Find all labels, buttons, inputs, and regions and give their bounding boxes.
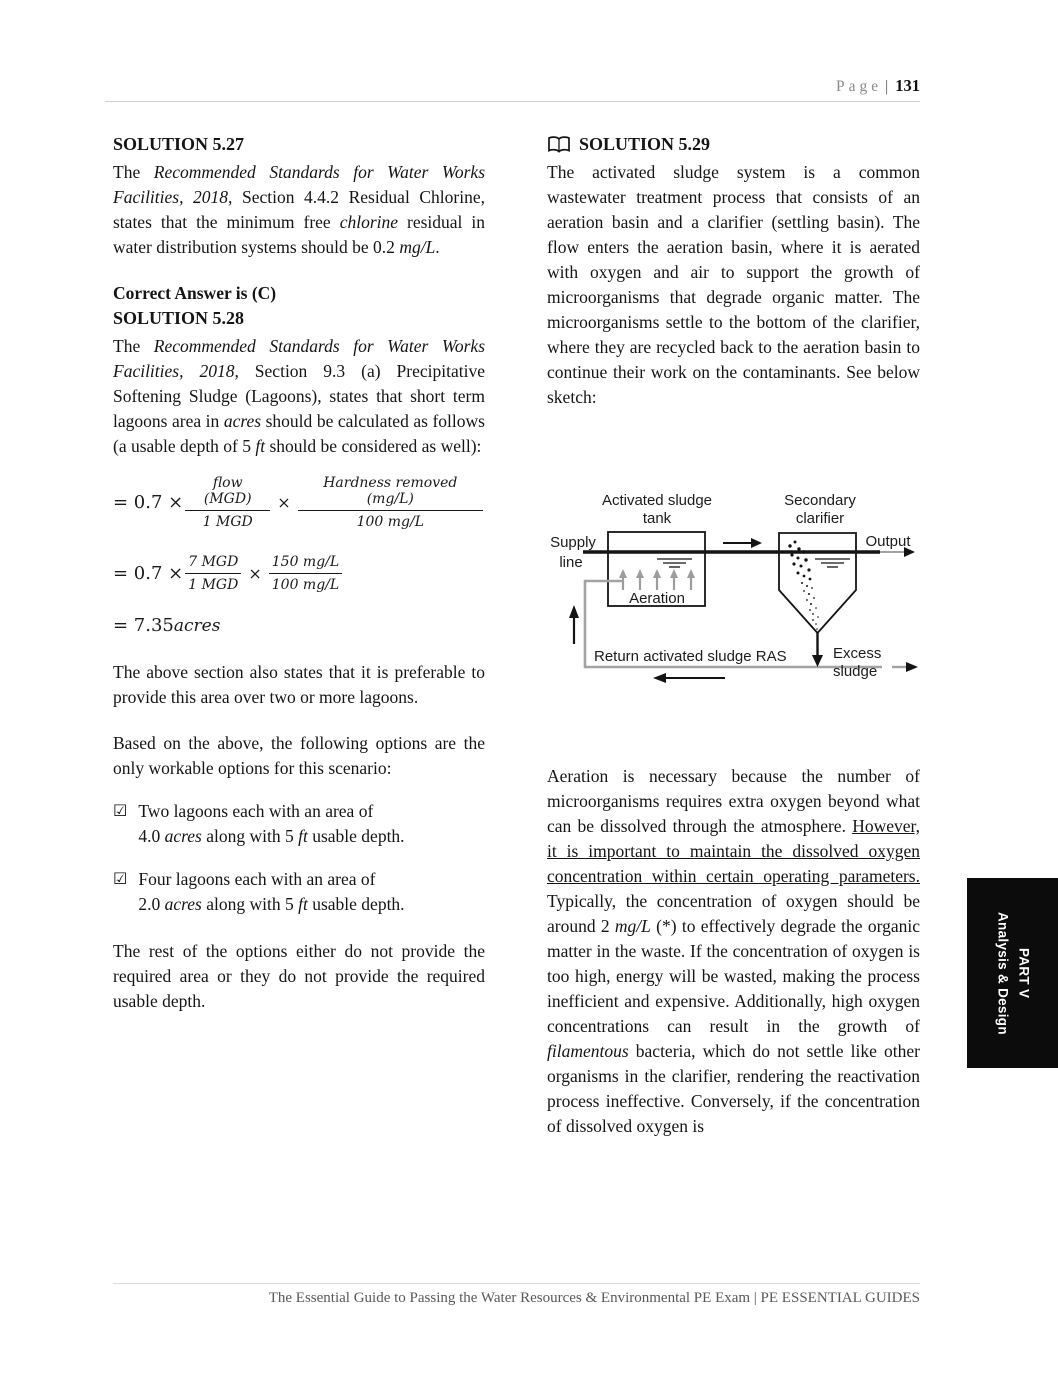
option-line: Two lagoons each with an area of <box>138 801 374 821</box>
fraction-hardness-value <box>269 554 342 593</box>
solution-527-paragraph: The Recommended Standards for Water Works Facilities, 2018, Section 4.4.2 Residual Chlorine, states that the minimum free chlorine residual in water distribution systems should be 0.2 mg/L. <box>113 162 486 257</box>
solution-528-title-text: SOLUTION 5.28 <box>113 308 245 328</box>
fraction-numerator: Hardness removed (mg/L) <box>298 475 483 511</box>
correct-answer: Correct Answer is (C) <box>113 283 277 303</box>
flow-arrow-icon <box>723 538 762 548</box>
option-line: 2.0 acres along with 5 ft usable depth. <box>138 894 405 914</box>
fraction-numerator: 150 mg/L <box>269 554 342 574</box>
option-line: 4.0 acres along with 5 ft usable depth. <box>138 826 405 846</box>
solution-528-title <box>113 306 485 331</box>
tank-label-line2: tank <box>642 510 672 527</box>
return-up-arrow-icon <box>569 605 579 644</box>
equation-result: = 7.35 acres <box>113 615 221 636</box>
aeration-label: Aeration <box>629 590 685 607</box>
ras-label: Return activated sludge RAS <box>594 648 787 665</box>
ras-left-arrow-icon <box>653 673 725 683</box>
fraction-numerator: flow (MGD) <box>185 475 270 511</box>
supply-label-line1: Supply <box>550 534 596 551</box>
fraction-denominator: 1 MGD <box>188 577 239 593</box>
equation-substituted <box>113 554 485 593</box>
tank-label-line1: Activated sludge <box>601 492 713 509</box>
option-line: Four lagoons each with an area of <box>138 869 376 889</box>
option-four-lagoons <box>113 867 485 917</box>
output-label: Output <box>865 533 911 550</box>
excess-label-line2: sludge <box>833 663 878 680</box>
water-surface-icon <box>657 559 692 567</box>
solution-529-paragraph-1: The activated sludge system is a common wastewater treatment process that consists of an aeration basin and a clarifier (settling basin). The flow enters the aeration basin, where it is aerated with oxygen and air to support the growth of microorganisms that degrade organic matter. The microorganisms settle to the bottom of the clarifier, where they are recycled back to the aeration basin to continue their work on the contaminants. See below sketch: <box>547 162 920 407</box>
solution-529-title <box>547 132 920 157</box>
solution-529-paragraph-2: Aeration is necessary because the number of microorganisms requires extra oxygen beyond what can be dissolved through the atmosphere. However, it is important to maintain the dissolved oxygen concentration within certain operating parameters. Typically, the concentration of oxygen should be around 2 mg/L (*) to effectively degrade the organic matter in the waste. If the concentration of oxygen is too high, energy will be wasted, making the process inefficient and expensive. Additionally, high oxygen concentrations can result in the growth of filamentous bacteria, which do not settle like other organisms in the clarifier, rendering the reactivation process ineffective. Conversely, if the concentration of dissolved oxygen is <box>547 766 920 1136</box>
clarifier-shape <box>779 533 856 633</box>
solution-527-title <box>113 132 485 157</box>
solution-528-paragraph: The Recommended Standards for Water Works Facilities, 2018, Section 9.3 (a) Precipitative Softening Sludge (Lagoons), states that short term lagoons area in acres should be calculated as follows (a usable depth of 5 ft should be considered as well): <box>113 336 486 456</box>
excess-out-arrow-icon <box>892 662 918 672</box>
solution-527-title-text: SOLUTION 5.27 <box>113 134 245 154</box>
right-column <box>547 132 920 1139</box>
clarifier-label-line1: Secondary <box>784 492 856 509</box>
activated-sludge-process-diagram <box>547 486 923 691</box>
paragraph-above-section: The above section also states that it is preferable to provide this area over two or more lagoons. <box>113 662 485 707</box>
option-two-lagoons <box>113 799 485 849</box>
excess-label-line1: Excess <box>833 645 882 662</box>
equation-general <box>113 475 485 530</box>
option-text <box>138 799 404 849</box>
equation-lead: = 0.7 × <box>113 492 184 513</box>
checked-checkbox-icon: ☑ <box>113 869 128 888</box>
page-separator: | <box>885 78 889 95</box>
times-operator: × <box>248 564 262 583</box>
paragraph-based-on: Based on the above, the following options are the only workable options for this scenario: <box>113 733 485 778</box>
equation-lead: = 0.7 × <box>113 563 184 584</box>
fraction-denominator: 1 MGD <box>202 514 253 530</box>
water-surface-icon <box>815 559 850 567</box>
paragraph-rest-options: The rest of the options either do not provide the required area or they do not provide the required usable depth. <box>113 941 485 1011</box>
times-operator: × <box>277 493 291 512</box>
fraction-flow <box>185 475 270 530</box>
header-rule <box>105 101 920 102</box>
option-text <box>138 867 404 917</box>
fraction-hardness <box>298 475 483 530</box>
side-tab-section-label: Analysis & Design <box>995 911 1011 1035</box>
footer-rule <box>113 1283 920 1284</box>
page-number: 131 <box>895 76 920 95</box>
excess-sludge-down-arrow-icon <box>812 633 823 667</box>
side-tab-part-label: PART V <box>1016 947 1032 999</box>
fraction-denominator: 100 mg/L <box>271 577 340 593</box>
fraction-numerator: 7 MGD <box>185 554 241 574</box>
open-book-icon <box>547 135 571 154</box>
supply-label-line2: line <box>559 554 583 571</box>
aeration-arrows-icon <box>619 569 695 590</box>
part-v-side-tab <box>967 878 1058 1068</box>
part-v-side-tab-text <box>992 912 1034 1035</box>
fraction-denominator: 100 mg/L <box>356 514 425 530</box>
fraction-flow-value <box>185 554 241 593</box>
checked-checkbox-icon: ☑ <box>113 801 128 820</box>
left-column <box>113 132 485 1014</box>
page-footer: The Essential Guide to Passing the Water Resources & Environmental PE Exam | PE ESSENTIAL GUIDES <box>268 1290 920 1306</box>
page-word: Page <box>836 78 883 95</box>
solution-529-title-text: SOLUTION 5.29 <box>579 134 711 154</box>
page-header <box>105 76 920 96</box>
clarifier-label-line2: clarifier <box>795 510 845 527</box>
